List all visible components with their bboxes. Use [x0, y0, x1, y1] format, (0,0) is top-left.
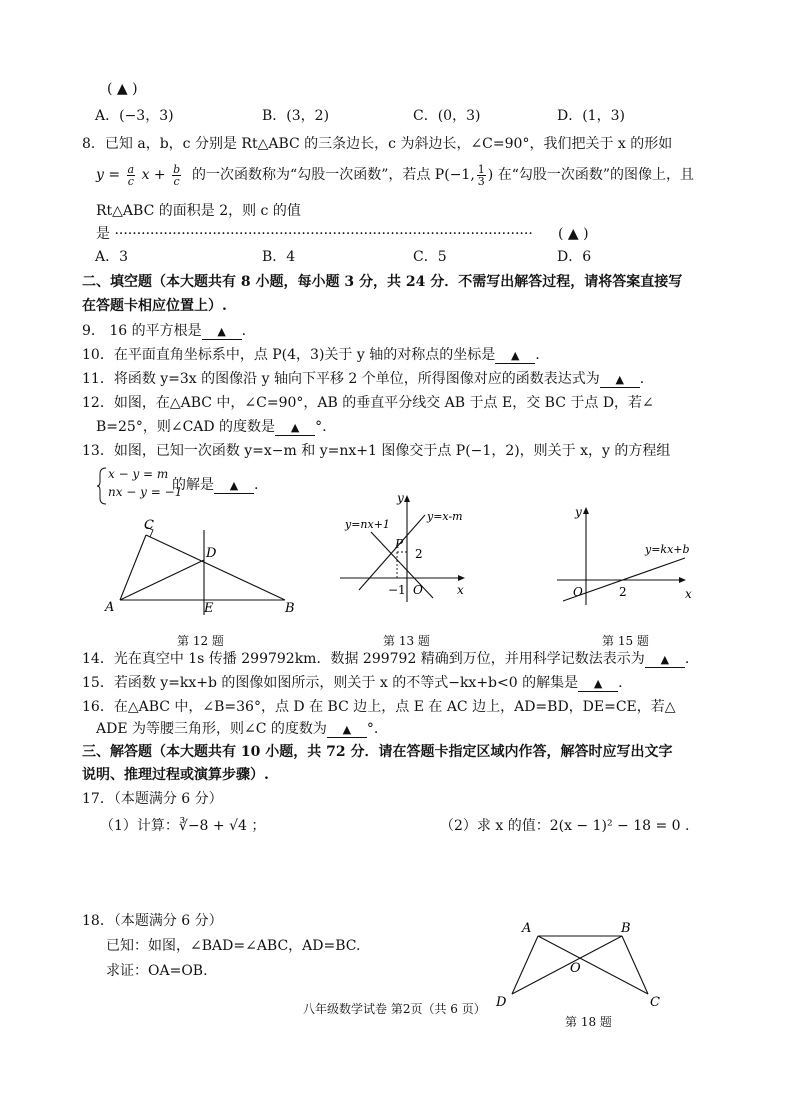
- fig12-label-a: A: [105, 600, 115, 615]
- q14-period: .: [684, 651, 690, 667]
- fig15-label-y: y: [575, 505, 582, 519]
- q9-answer-blank: ▲: [202, 325, 242, 340]
- fig13-label-nx-plus-1: y=nx+1: [345, 518, 390, 531]
- q13-eq1: x − y = m: [108, 467, 169, 481]
- q10-period: .: [535, 347, 540, 363]
- fig13-x-arrow: [458, 575, 465, 581]
- fig12-label-d: D: [206, 546, 217, 561]
- q18-given: 已知：如图，∠BAD=∠ABC，AD=BC.: [106, 938, 361, 954]
- q13-period: .: [254, 477, 259, 493]
- fig15-label-o: O: [573, 585, 583, 599]
- q11: [82, 370, 644, 388]
- q14-text: 14．光在真空中 1s 传播 299792km．数据 299792 精确到万位，并用科学记数法表示为: [82, 651, 645, 667]
- fig15-x-arrow: [679, 577, 686, 583]
- q13-answer-line: [172, 476, 258, 494]
- section3-heading-line1: 三、解答题（本大题共有 10 小题，共 72 分．请在答题卡指定区域内作答，解答时应写出文字: [82, 744, 673, 760]
- q8-frac1-num: a: [127, 162, 135, 176]
- q9-period: .: [241, 323, 247, 339]
- q8-answer-mark: ( ▲ ): [558, 226, 589, 242]
- q16-line1: 16．在△ABC 中，∠B=36°，点 D 在 BC 边上，点 E 在 AC 边上，AD=BD，DE=CE，若△: [82, 699, 676, 715]
- q8-line4: 是 ······························································································: [96, 226, 533, 242]
- fig18-label-o: O: [570, 961, 581, 976]
- q8-frac3-den: 3: [477, 174, 485, 188]
- q11-answer-blank: ▲: [600, 373, 640, 388]
- figure-13: [335, 490, 475, 608]
- fig18-label-d: D: [496, 995, 507, 1010]
- q8-frac2-den: c: [173, 174, 180, 188]
- q10-answer-blank: ▲: [495, 349, 535, 364]
- q18-title: 18．（本题满分 6 分）: [82, 913, 223, 929]
- fig12-label-b: B: [285, 601, 295, 616]
- q15-answer-blank: ▲: [578, 677, 618, 692]
- fig18-segment-bc: [622, 936, 648, 994]
- fig18-label-b: B: [621, 921, 631, 936]
- q13-eq2: nx − y = −1: [108, 485, 183, 499]
- q18-prove: 求证：OA=OB.: [106, 963, 208, 979]
- fig18-caption: 第 18 题: [565, 1015, 612, 1029]
- q15-text: 15．若函数 y=kx+b 的图像如图所示，则关于 x 的不等式−kx+b<0 的解集是: [82, 675, 579, 691]
- q12-line2: [96, 418, 327, 436]
- q8-option-d: D．6: [557, 249, 592, 265]
- q8-frac2: [172, 164, 181, 187]
- figure-15: [555, 500, 700, 610]
- fig13-label-o: O: [413, 583, 423, 597]
- q8-line1: 8．已知 a，b，c 分别是 Rt△ABC 的三条边长，c 为斜边长，∠C=90°，我们把关于 x 的形如: [82, 136, 673, 152]
- fig15-label-kx-plus-b: y=kx+b: [645, 543, 690, 556]
- q9: [82, 322, 246, 340]
- section2-heading-line2: 在答题卡相应位置上）.: [82, 298, 227, 314]
- q12-degree: °.: [315, 419, 327, 435]
- section2-heading-line1: 二、填空题（本大题共有 8 小题，每小题 3 分，共 24 分．不需写出解答过程，请将答案直接写: [82, 274, 683, 290]
- q7-option-a: A．(−3，3): [95, 108, 174, 124]
- q8-frac1-den: c: [127, 174, 134, 188]
- q17-part1: （1）计算：∛−8 + √4 ；: [100, 818, 266, 834]
- fig12-label-e: E: [204, 601, 214, 616]
- q7-option-c: C．(0，3): [413, 108, 481, 124]
- fig15-caption: 第 15 题: [602, 634, 649, 648]
- q17-part2: （2）求 x 的值：2(x − 1)² − 18 = 0 .: [440, 818, 690, 834]
- q9-text: 9． 16 的平方根是: [82, 323, 202, 339]
- q8-formula-line: [96, 158, 694, 192]
- q15: [82, 674, 623, 692]
- q8-frac1: [127, 164, 136, 187]
- fig18-segment-bd: [512, 936, 622, 994]
- q14: [82, 650, 689, 668]
- q8-line2-text: 的一次函数称为“勾股一次函数”，若点 P(−1,: [192, 167, 475, 183]
- q17-title: 17．（本题满分 6 分）: [82, 791, 223, 807]
- q16-text: ADE 为等腰三角形，则∠C 的度数为: [96, 721, 327, 737]
- page-footer: 八年级数学试卷 第2页（共 6 页）: [303, 1002, 486, 1016]
- q13-line1: 13．如图，已知一次函数 y=x−m 和 y=nx+1 图像交于点 P(−1，2)，则关于 x，y 的方程组: [82, 443, 671, 459]
- q16-line2: [96, 720, 378, 738]
- q11-text: 11．将函数 y=3x 的图像沿 y 轴向下平移 2 个单位，所得图像对应的函数表达式为: [82, 371, 600, 387]
- q16-degree: °.: [366, 721, 379, 737]
- q8-frac2-num: b: [173, 162, 181, 176]
- fig12-side-ac: [120, 535, 146, 600]
- fig13-label-p: P: [395, 537, 404, 551]
- q10-text: 10．在平面直角坐标系中，点 P(4，3)关于 y 轴的对称点的坐标是: [82, 347, 496, 363]
- q8-formula-prefix: y =: [96, 167, 121, 183]
- section3-heading-line2: 说明、推理过程或演算步骤）.: [82, 767, 269, 783]
- fig12-label-c: C: [144, 518, 154, 533]
- q16-answer-blank: ▲: [327, 723, 367, 738]
- q12-answer-blank: ▲: [275, 421, 315, 436]
- fig18-segment-ac: [538, 936, 648, 994]
- fig15-label-x: x: [685, 587, 692, 601]
- q13-brace: [96, 466, 108, 506]
- fig18-label-c: C: [650, 995, 660, 1010]
- q13-answer-blank: ▲: [214, 479, 254, 494]
- q15-period: .: [618, 675, 623, 691]
- figure-12: [100, 515, 310, 620]
- q7-option-b: B．(3，2): [262, 108, 330, 124]
- q8-option-b: B．4: [262, 249, 296, 265]
- fig15-label-2: 2: [619, 585, 627, 599]
- fig13-caption: 第 13 题: [383, 634, 430, 648]
- q8-frac3-num: 1: [477, 162, 485, 176]
- fig12-side-cb: [146, 535, 285, 600]
- q8-line2-tail: ) 在“勾股一次函数”的图像上，且: [487, 167, 695, 183]
- fig13-label-y: y: [397, 491, 404, 505]
- fig13-label-x-minus-m: y=x-m: [427, 510, 463, 523]
- fig18-label-a: A: [522, 921, 532, 936]
- fig13-label-minus-1: −1: [388, 583, 406, 597]
- q8-option-c: C．5: [413, 249, 447, 265]
- q11-period: .: [639, 371, 645, 387]
- q8-line3: Rt△ABC 的面积是 2，则 c 的值: [96, 203, 301, 219]
- q12-line1: 12．如图，在△ABC 中，∠C=90°，AB 的垂直平分线交 AB 于点 E，交 BC 于点 D，若∠: [82, 395, 654, 411]
- fig15-y-arrow: [583, 507, 589, 514]
- fig13-label-2: 2: [415, 547, 423, 561]
- q7-answer-mark: ( ▲ ): [107, 81, 138, 97]
- fig12-caption: 第 12 题: [177, 634, 224, 648]
- figure-18: [490, 918, 670, 1010]
- q10: [82, 346, 540, 364]
- fig13-y-arrow: [404, 495, 410, 502]
- q8-option-a: A．3: [95, 249, 129, 265]
- q13-text: 的解是: [172, 477, 214, 493]
- fig12-segment-ad: [120, 560, 204, 600]
- q7-option-d: D．(1，3): [557, 108, 625, 124]
- q8-formula-mid: x +: [141, 167, 166, 183]
- q12-text: B=25°，则∠CAD 的度数是: [96, 419, 276, 435]
- q8-frac3: [477, 164, 486, 187]
- q14-answer-blank: ▲: [645, 653, 685, 668]
- fig13-label-x: x: [457, 583, 464, 597]
- fig18-segment-ad: [512, 936, 538, 994]
